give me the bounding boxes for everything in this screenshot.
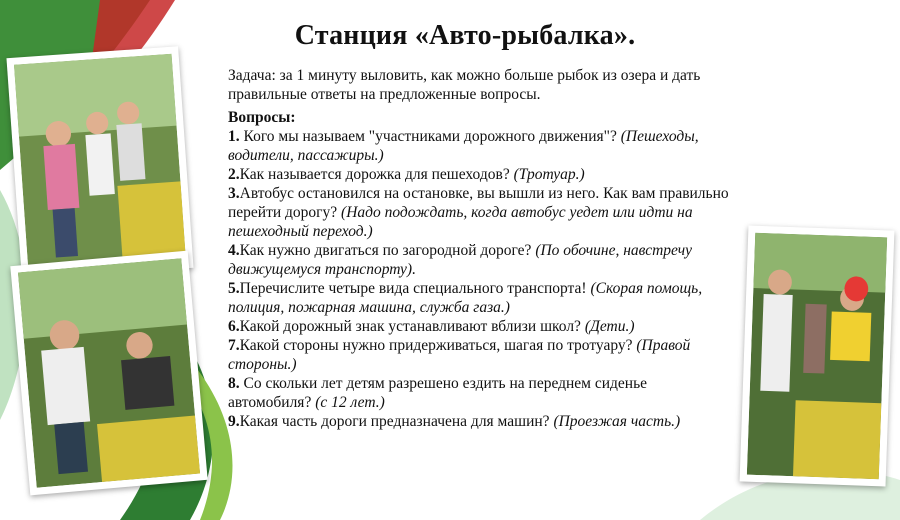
question-text: Как нужно двигаться по загородной дороге? <box>239 242 536 259</box>
question-answer: (Тротуар.) <box>513 166 585 183</box>
question-number: 9. <box>228 413 240 430</box>
question-2 <box>228 165 733 184</box>
photo-children-fishing-1 <box>6 46 193 279</box>
photo-children-fishing-3 <box>740 226 895 487</box>
page-title: Станция «Авто-рыбалка». <box>294 20 636 51</box>
task-description: Задача: за 1 минуту выловить, как можно больше рыбок из озера и дать правильные ответы на предложенные вопросы. <box>228 67 701 103</box>
question-number: 7. <box>228 337 240 354</box>
question-text: Перечислите четыре вида специального транспорта! <box>239 280 591 297</box>
question-text: Как называется дорожка для пешеходов? <box>239 166 514 183</box>
questions-heading: Вопросы: <box>228 109 296 126</box>
question-text: Какой дорожный знак устанавливают вблизи школ? <box>239 318 585 335</box>
question-answer: (Надо подождать, когда автобус уедет или идти на пешеходный переход.) <box>228 204 693 240</box>
question-text: Какая часть дороги предназначена для машин? <box>239 413 554 430</box>
questions-list <box>228 127 733 431</box>
photo-image <box>18 258 200 487</box>
question-answer: (Дети.) <box>584 318 635 335</box>
question-answer: (По обочине, навстречу движущемуся транспорту). <box>228 242 692 278</box>
question-number: 2. <box>228 166 240 183</box>
question-6 <box>228 317 733 336</box>
question-1 <box>228 127 733 165</box>
question-4 <box>228 241 733 279</box>
photo-children-fishing-2 <box>10 251 207 496</box>
question-number: 4. <box>228 242 240 259</box>
question-answer: (Скорая помощь, полиция, пожарная машина, служба газа.) <box>228 280 703 316</box>
question-number: 1. <box>228 128 240 145</box>
questions-block <box>228 108 733 431</box>
question-answer: (Пешеходы, водители, пассажиры.) <box>228 128 699 164</box>
question-8 <box>228 374 733 412</box>
question-text: Со скольки лет детям разрешено ездить на переднем сиденье автомобиля? <box>228 375 648 411</box>
question-answer: (Проезжая часть.) <box>553 413 681 430</box>
question-number: 5. <box>228 280 240 297</box>
question-5 <box>228 279 733 317</box>
question-number: 3. <box>228 185 240 202</box>
question-7 <box>228 336 733 374</box>
question-number: 8. <box>228 375 240 392</box>
question-3 <box>228 184 733 241</box>
question-answer: (Правой стороны.) <box>228 337 691 373</box>
photo-image <box>14 54 186 273</box>
question-text: Какой стороны нужно придерживаться, шагая по тротуару? <box>239 337 637 354</box>
question-answer: (с 12 лет.) <box>315 394 385 411</box>
question-9 <box>228 412 733 431</box>
question-text: Автобус остановился на остановке, вы вышли из него. Как вам правильно перейти дорогу? <box>228 185 729 221</box>
question-number: 6. <box>228 318 240 335</box>
photo-image <box>747 233 887 479</box>
question-text: Кого мы называем "участниками дорожного движения"? <box>239 128 621 145</box>
